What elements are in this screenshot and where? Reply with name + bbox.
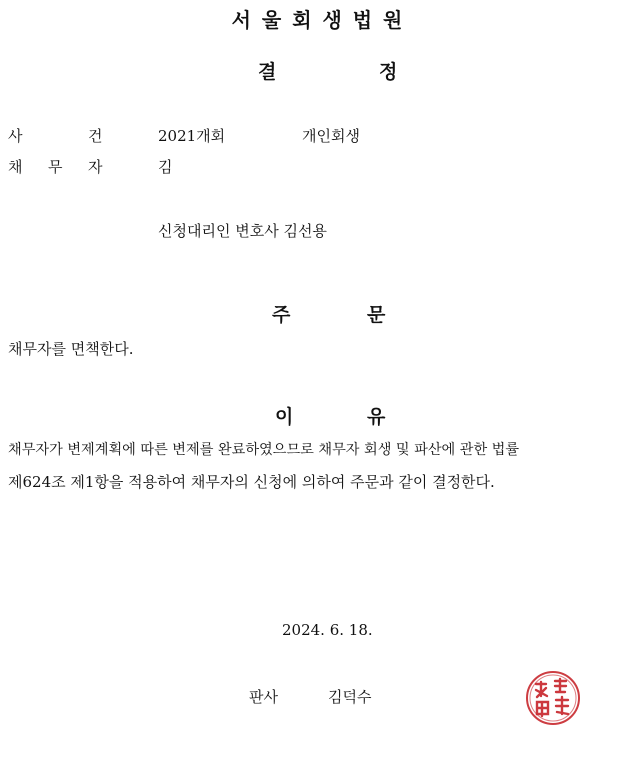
debtor-label-char-2: 무	[48, 158, 63, 176]
case-label-char-1: 사	[8, 127, 23, 145]
order-text: 채무자를 면책한다.	[8, 340, 134, 358]
debtor-label-char-3: 자	[88, 158, 103, 176]
reason-line-1: 채무자가 변제계획에 따른 변제를 완료하였으므로 채무자 회생 및 파산에 관한 법률	[8, 442, 520, 458]
judge-title: 판사	[249, 688, 278, 706]
court-name: 서 울 회 생 법 원	[231, 8, 405, 32]
agent-line: 신청대리인 변호사 김선용	[158, 222, 327, 240]
doc-type-char-1: 결	[258, 61, 277, 83]
reason-heading-char-2: 유	[367, 406, 386, 428]
doc-type-char-2: 정	[379, 61, 398, 83]
reason-line-2: 제624조 제1항을 적용하여 채무자의 신청에 의하여 주문과 같이 결정한다.	[8, 473, 495, 491]
debtor-label-char-1: 채	[8, 158, 23, 176]
judge-name: 김덕수	[328, 688, 372, 706]
reason-heading-char-1: 이	[275, 406, 294, 428]
case-name: 개인회생	[302, 127, 360, 145]
order-heading-char-2: 문	[367, 304, 386, 326]
order-heading-char-1: 주	[272, 304, 291, 326]
decision-date: 2024. 6. 18.	[282, 621, 373, 639]
case-label-char-2: 건	[88, 127, 103, 145]
case-number: 2021개회	[158, 127, 226, 145]
debtor-name: 김	[158, 158, 173, 176]
judge-seal-stamp	[522, 670, 584, 726]
